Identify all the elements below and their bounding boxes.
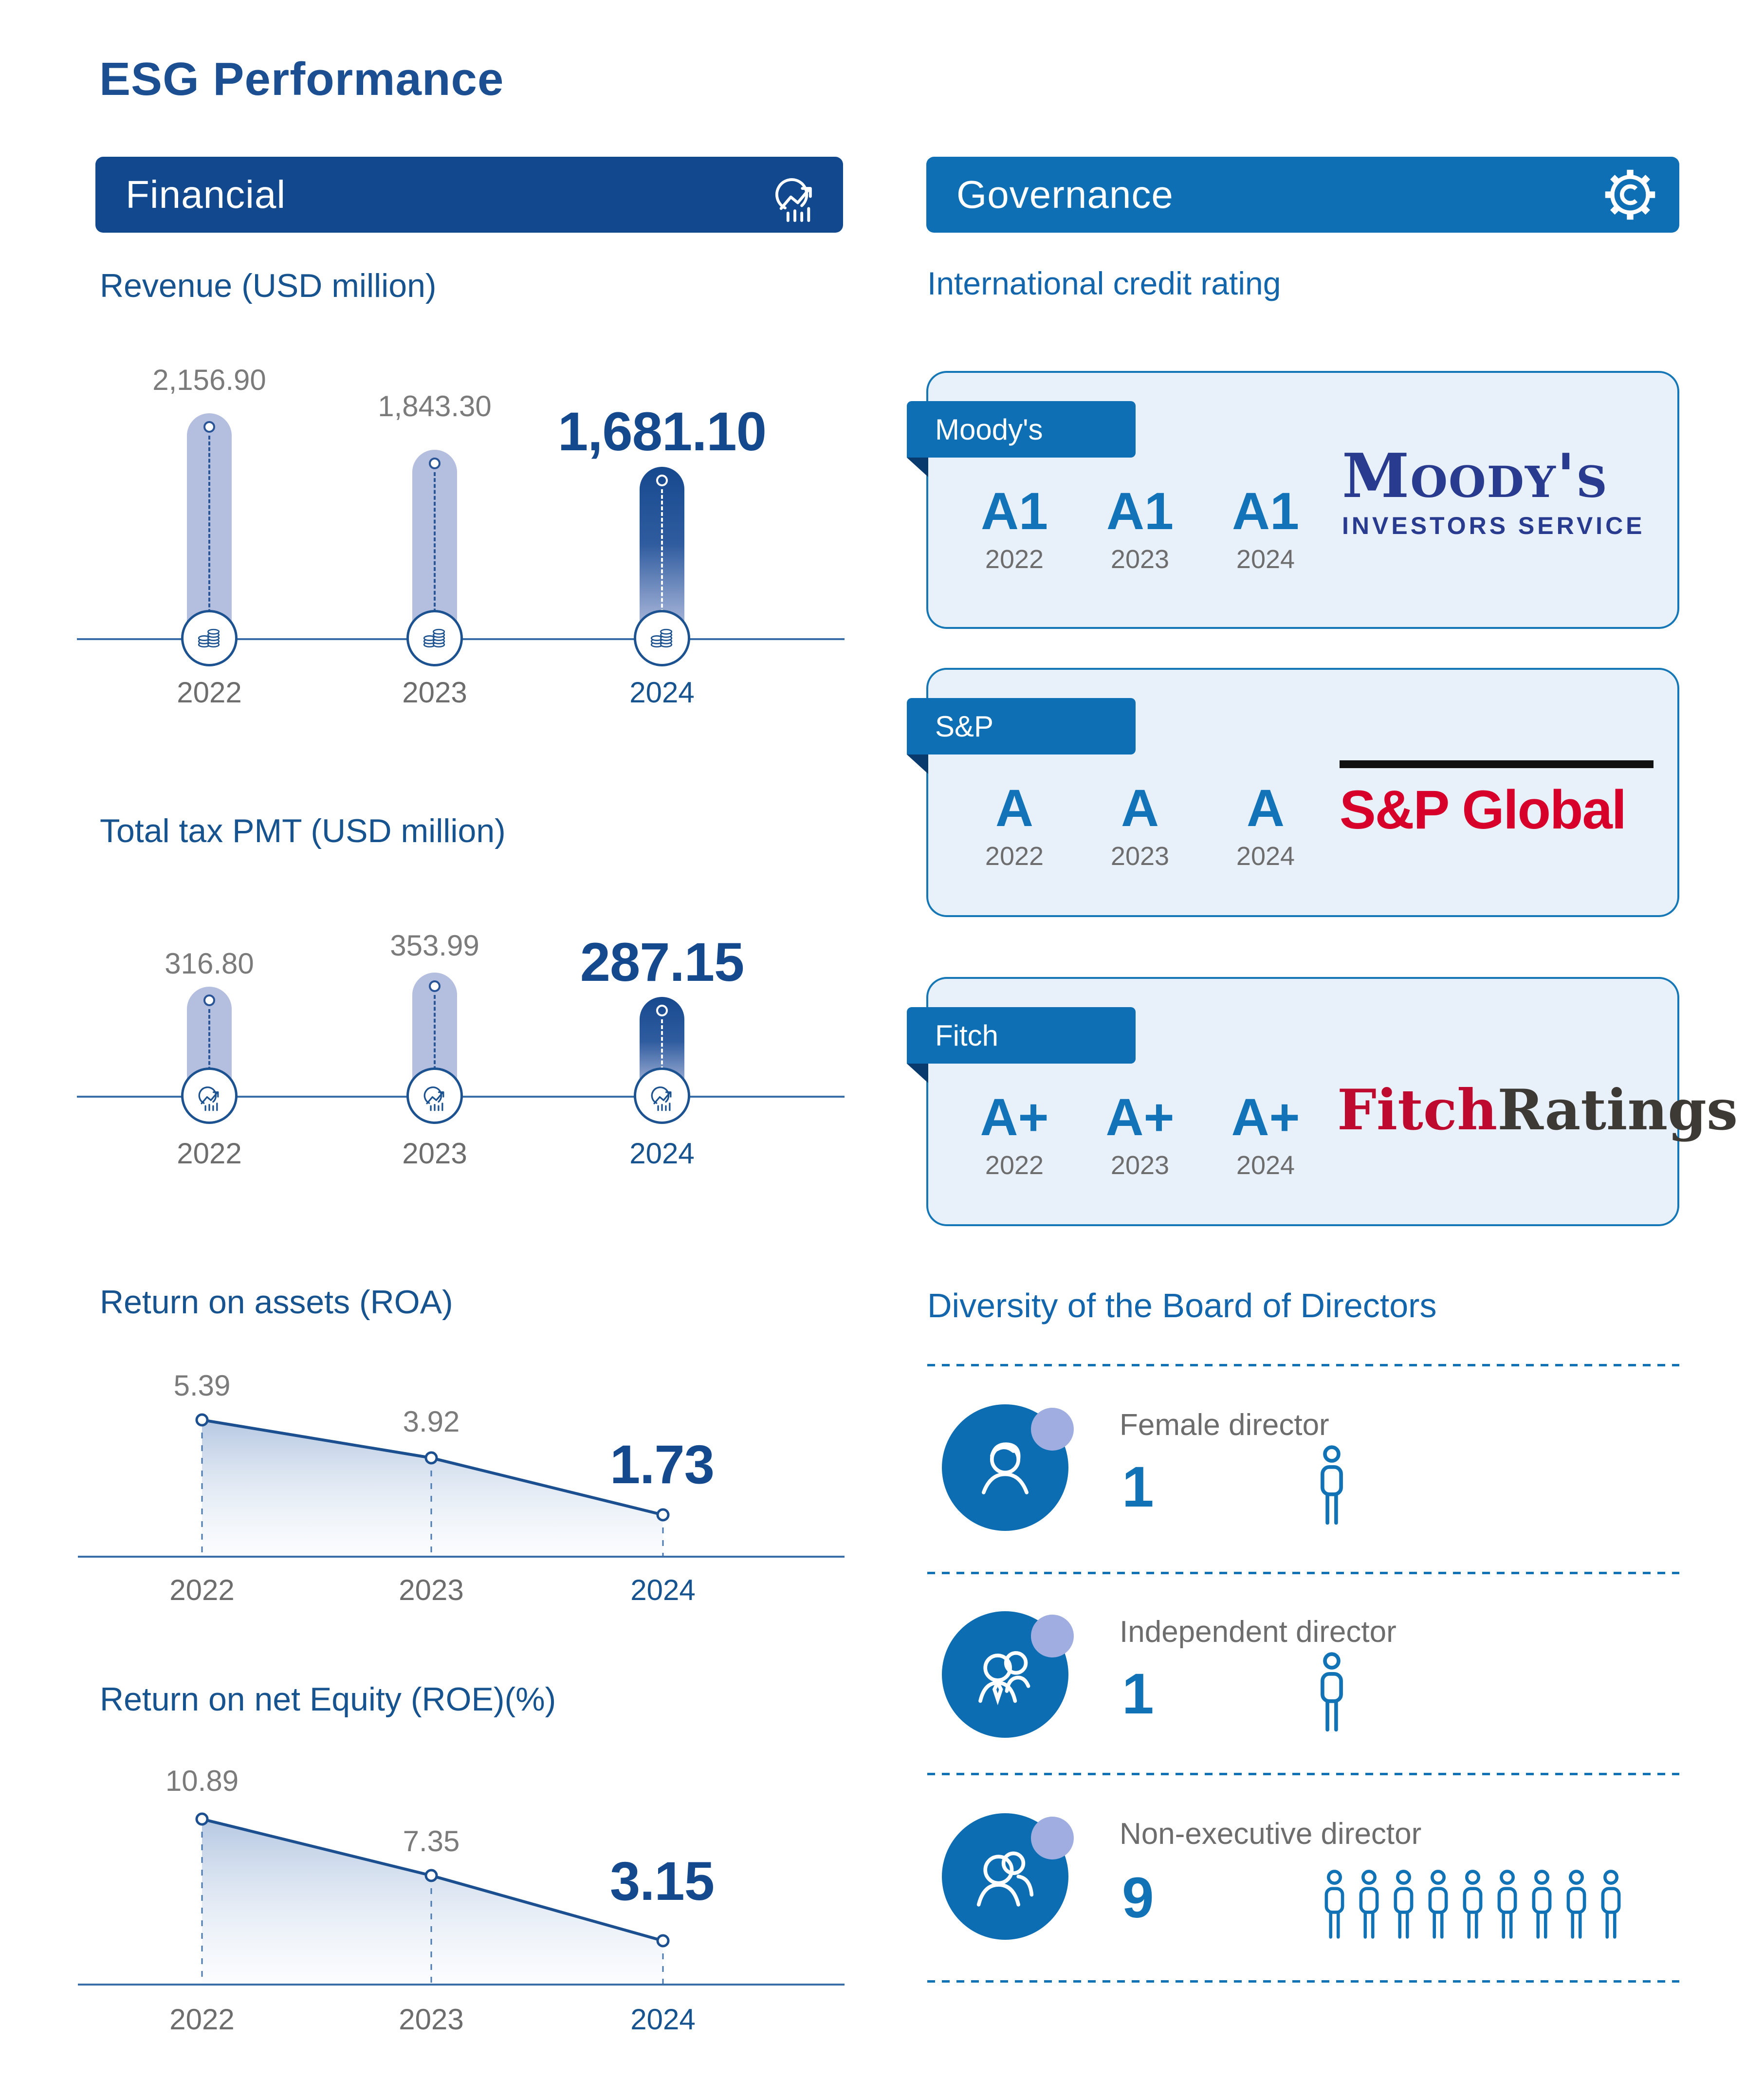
graph-icon-circle	[634, 1067, 690, 1124]
person-pictogram	[1386, 1869, 1421, 1940]
independent-director-label: Independent director	[1120, 1615, 1396, 1649]
rating-value: A	[1121, 778, 1159, 837]
year-label: 2022	[169, 2003, 235, 2036]
rating-item	[1099, 778, 1181, 871]
rating-year: 2023	[1110, 842, 1170, 871]
rating-year: 2022	[985, 842, 1044, 871]
roe-chart-title: Return on net Equity (ROE)(%)	[100, 1681, 556, 1718]
rating-year: 2024	[1236, 842, 1295, 871]
accent-dot	[1031, 1408, 1074, 1451]
rating-value: A1	[1106, 481, 1174, 540]
gear-icon	[1600, 165, 1660, 224]
revenue-chart-title: Revenue (USD million)	[100, 267, 437, 304]
fitch-tab	[907, 1007, 1136, 1064]
dashed-divider	[927, 1773, 1679, 1775]
fitch-rating-card	[926, 977, 1738, 1226]
year-label-highlight: 2024	[629, 1137, 695, 1170]
bar-marker	[656, 1005, 668, 1016]
accent-dot	[1031, 1615, 1074, 1657]
year-label-highlight: 2024	[630, 2003, 696, 2036]
coins-icon	[193, 622, 225, 654]
rating-year: 2024	[1236, 545, 1295, 574]
rating-value: A+	[1105, 1087, 1175, 1146]
rating-value: A+	[980, 1087, 1049, 1146]
rating-item	[1099, 1087, 1181, 1180]
person-pictogram	[1352, 1869, 1386, 1940]
bar-dash-line	[208, 436, 210, 636]
tax-chart	[95, 857, 845, 1197]
governance-section-header	[926, 157, 1679, 233]
person-pictogram	[1317, 1869, 1352, 1940]
year-label-highlight: 2024	[630, 1574, 696, 1606]
rating-value: A+	[1231, 1087, 1300, 1146]
rating-item	[1224, 481, 1307, 574]
graph-icon	[193, 1080, 225, 1112]
year-label: 2023	[402, 1137, 467, 1170]
rating-item	[973, 778, 1056, 871]
sp-global-logo	[1340, 760, 1654, 840]
growth-chart-icon	[766, 166, 824, 223]
financial-section-header	[95, 157, 843, 233]
moodys-rating-card	[926, 371, 1679, 629]
person-pictogram	[1455, 1869, 1490, 1940]
dashed-divider	[927, 1364, 1679, 1366]
revenue-bar-2022	[187, 413, 232, 638]
revenue-chart	[95, 341, 845, 716]
fitch-logo-part1: Fitch	[1337, 1077, 1498, 1142]
roe-area-chart	[95, 1782, 845, 2005]
year-label: 2022	[177, 1137, 242, 1170]
coins-icon-circle	[406, 610, 463, 666]
sp-logo-wordmark: S&P Global	[1340, 779, 1626, 840]
fitch-ratings-logo	[1337, 1077, 1738, 1142]
person-pictogram	[1559, 1869, 1594, 1940]
credit-rating-title: International credit rating	[927, 265, 1281, 301]
bar-marker	[429, 458, 441, 469]
year-label: 2022	[177, 676, 242, 709]
accent-dot	[1031, 1817, 1074, 1859]
fitch-logo-part2: Ratings	[1497, 1077, 1738, 1142]
female-director-label: Female director	[1120, 1408, 1329, 1442]
dashed-divider	[927, 1572, 1679, 1574]
rating-year: 2022	[985, 1151, 1044, 1180]
independent-director-count: 1	[1122, 1662, 1154, 1726]
person-pictogram	[1312, 1445, 1352, 1527]
person-pictogram	[1594, 1869, 1628, 1940]
year-label-highlight: 2024	[629, 676, 695, 709]
roa-value-2024: 1.73	[610, 1434, 714, 1495]
tax-value-2023: 353.99	[390, 929, 479, 962]
tax-value-2024: 287.15	[580, 932, 744, 993]
roe-value-2024: 3.15	[610, 1851, 714, 1912]
rating-year: 2024	[1236, 1151, 1295, 1180]
person-pictogram	[1421, 1869, 1455, 1940]
non-executive-director-count: 9	[1122, 1866, 1154, 1930]
fitch-ratings	[973, 1087, 1307, 1180]
moodys-logo-wordmark: Moody's	[1342, 441, 1608, 512]
year-label: 2023	[399, 1574, 464, 1606]
page-title: ESG Performance	[99, 53, 504, 105]
person-pictogram	[1312, 1652, 1352, 1733]
fitch-tab-label: Fitch	[935, 1019, 999, 1052]
roa-area-chart	[95, 1382, 845, 1587]
graph-icon-circle	[406, 1067, 463, 1124]
dashed-divider	[927, 1980, 1679, 1983]
moodys-tab	[907, 401, 1136, 458]
rating-year: 2023	[1110, 1151, 1170, 1180]
revenue-value-2024: 1,681.10	[558, 401, 766, 462]
female-director-count: 1	[1122, 1455, 1154, 1519]
roe-value-2023: 7.35	[403, 1825, 460, 1858]
rating-item	[1224, 778, 1307, 871]
roa-chart-title: Return on assets (ROA)	[100, 1284, 453, 1321]
rating-year: 2022	[985, 545, 1044, 574]
moodys-logo-subtitle: INVESTORS SERVICE	[1342, 512, 1645, 539]
person-pictogram	[1490, 1869, 1525, 1940]
revenue-value-2022: 2,156.90	[152, 364, 266, 396]
year-label: 2022	[169, 1574, 235, 1606]
graph-icon	[646, 1080, 678, 1112]
moodys-logo	[1342, 441, 1645, 540]
sp-tab	[907, 698, 1136, 754]
bar-marker	[656, 475, 668, 486]
person-pictogram	[1525, 1869, 1559, 1940]
bar-marker	[203, 421, 215, 433]
non-executive-director-label: Non-executive director	[1120, 1817, 1422, 1851]
diversity-title: Diversity of the Board of Directors	[927, 1287, 1437, 1325]
moodys-ratings	[973, 481, 1307, 574]
rating-value: A1	[980, 481, 1048, 540]
rating-year: 2023	[1110, 545, 1170, 574]
tax-chart-title: Total tax PMT (USD million)	[100, 812, 506, 849]
year-label: 2023	[402, 676, 467, 709]
financial-header-label: Financial	[126, 173, 286, 216]
rating-item	[1099, 481, 1181, 574]
governance-header-label: Governance	[956, 173, 1174, 216]
bar-marker	[429, 980, 441, 992]
rating-item	[973, 1087, 1056, 1180]
rating-item	[1224, 1087, 1307, 1180]
person-pictogram-row	[1317, 1869, 1628, 1940]
year-label: 2023	[399, 2003, 464, 2036]
bar-marker	[203, 994, 215, 1006]
graph-icon	[419, 1080, 451, 1112]
graph-icon-circle	[181, 1067, 238, 1124]
tax-value-2022: 316.80	[165, 947, 254, 980]
roe-value-2022: 10.89	[165, 1765, 239, 1797]
rating-value: A	[995, 778, 1033, 837]
sp-ratings	[973, 778, 1307, 871]
coins-icon	[646, 622, 678, 654]
coins-icon-circle	[634, 610, 690, 666]
rating-value: A	[1247, 778, 1285, 837]
sp-rating-card	[926, 668, 1679, 917]
rating-item	[973, 481, 1056, 574]
coins-icon	[419, 622, 451, 654]
sp-tab-label: S&P	[935, 710, 994, 743]
roa-value-2023: 3.92	[403, 1405, 460, 1438]
moodys-tab-label: Moody's	[935, 413, 1043, 446]
sp-logo-bar	[1340, 760, 1654, 768]
coins-icon-circle	[181, 610, 238, 666]
rating-value: A1	[1231, 481, 1300, 540]
revenue-value-2023: 1,843.30	[378, 390, 492, 423]
roa-value-2022: 5.39	[173, 1369, 231, 1402]
